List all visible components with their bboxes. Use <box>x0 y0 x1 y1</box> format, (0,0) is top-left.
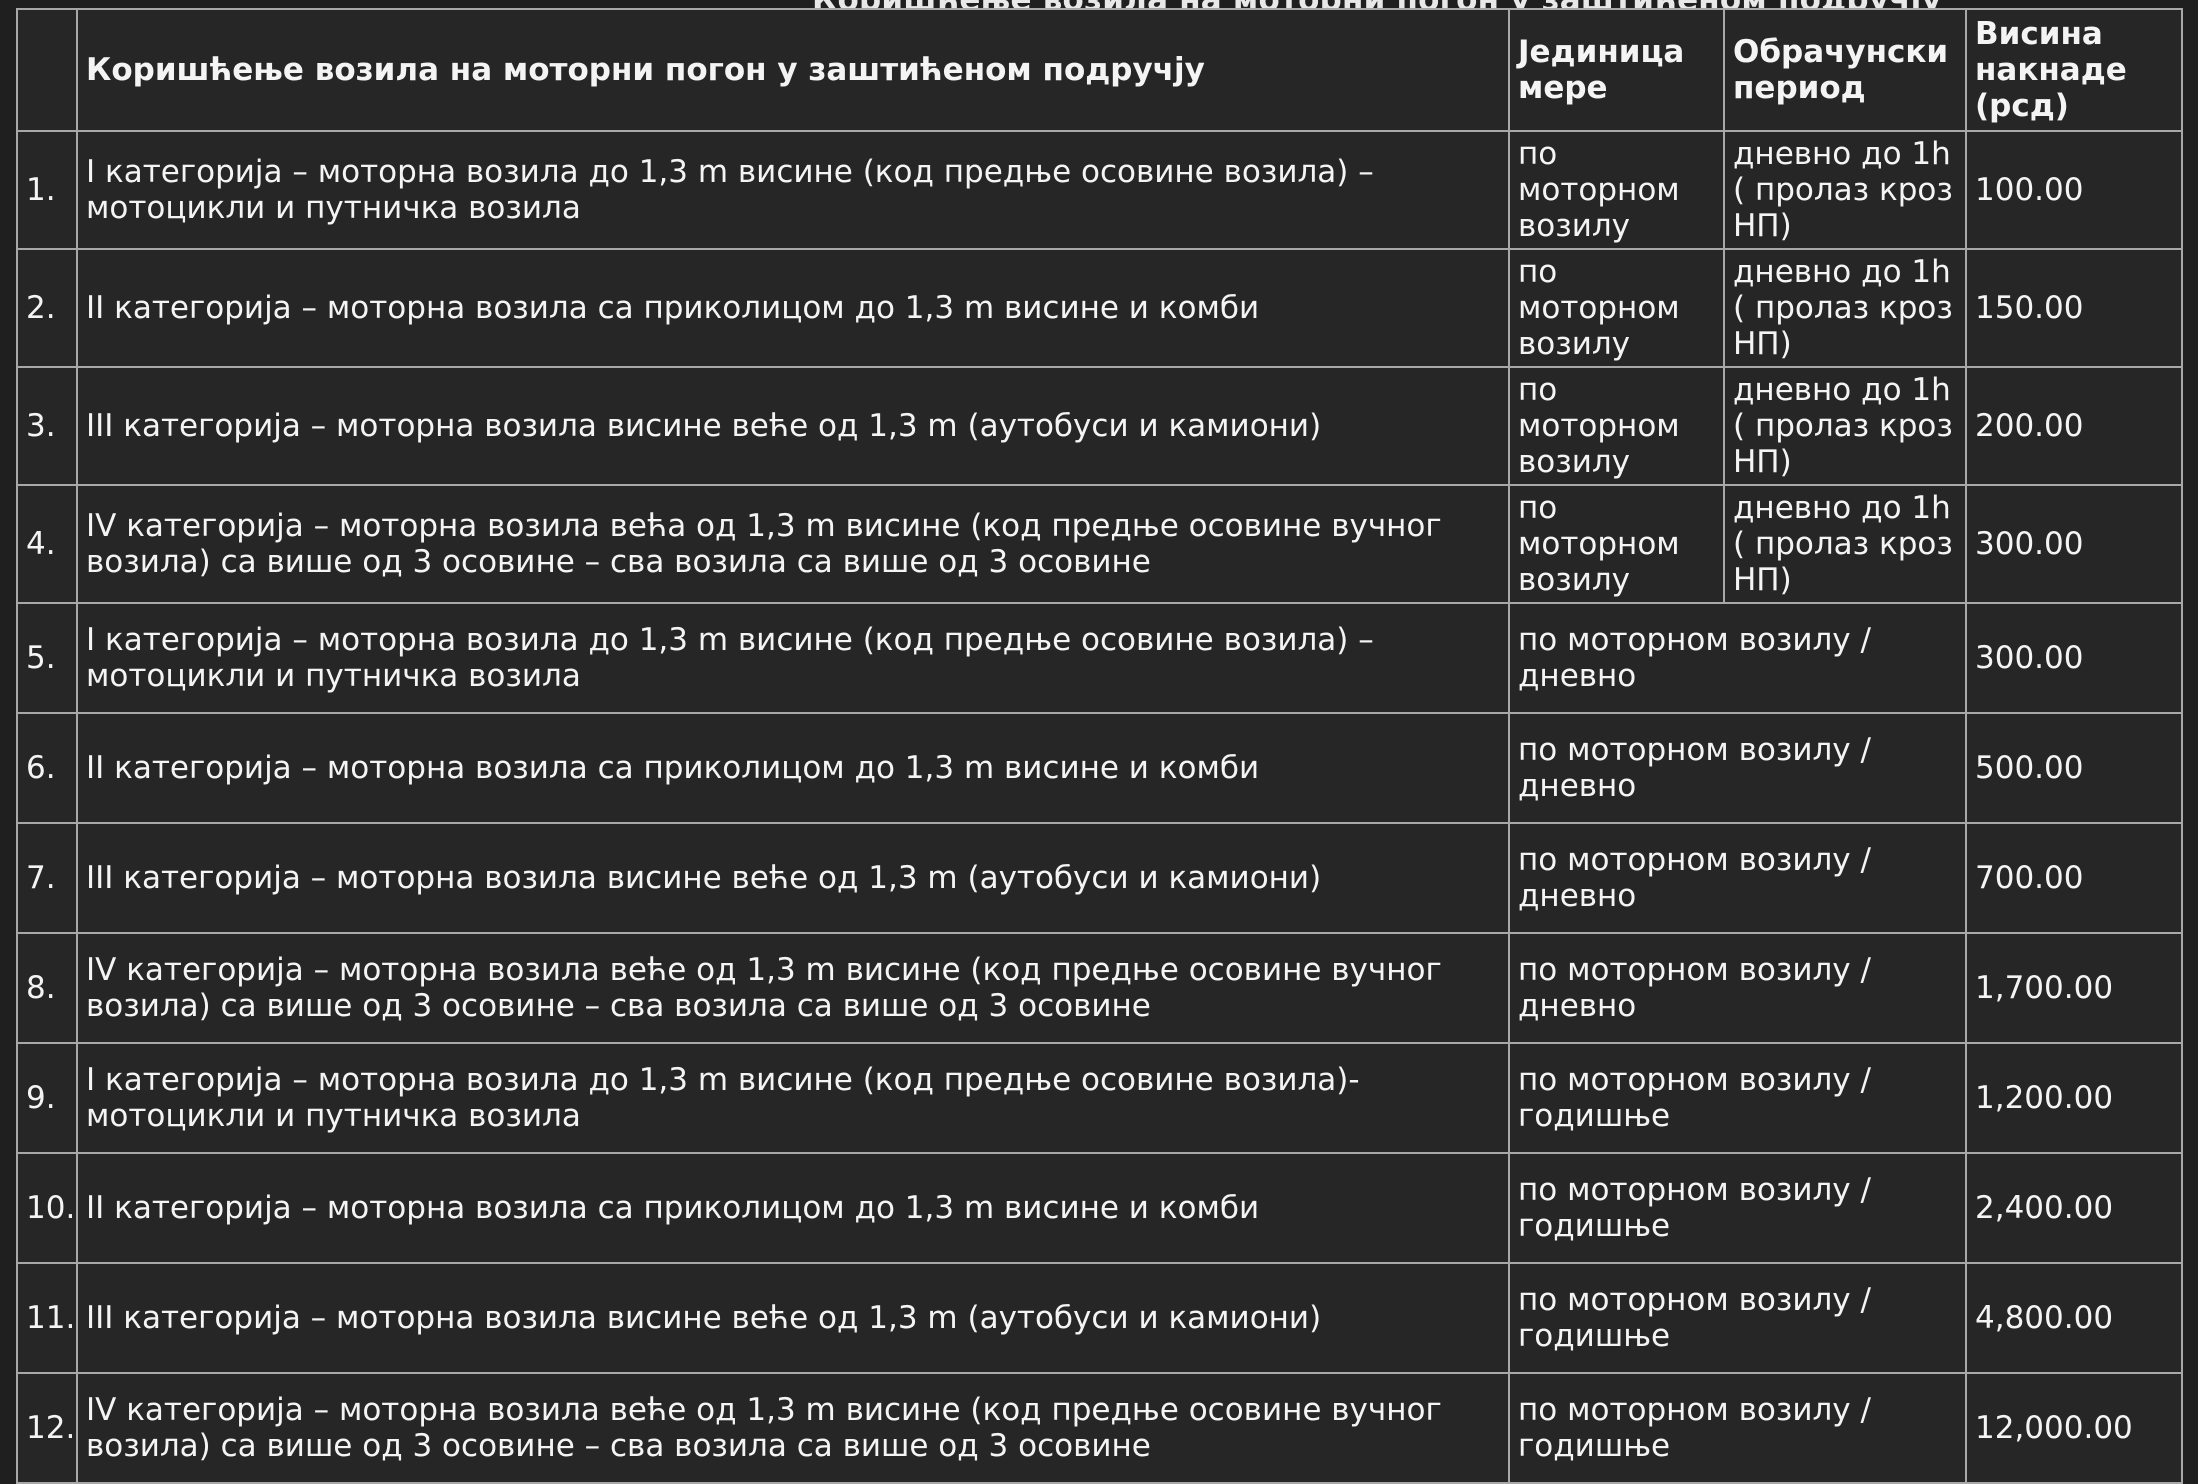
row-unit-period: по моторном возилу /дневно <box>1509 823 1966 933</box>
table-row <box>17 485 2182 603</box>
row-amount: 150.00 <box>1966 249 2182 367</box>
row-number: 1. <box>17 131 77 249</box>
row-number: 5. <box>17 603 77 713</box>
table-row <box>17 1043 2182 1153</box>
row-unit-period: по моторном возилу /годишње <box>1509 1043 1966 1153</box>
row-amount: 1,200.00 <box>1966 1043 2182 1153</box>
row-description: II категорија – моторна возила са приколицом до 1,3 m висине и комби <box>77 249 1509 367</box>
row-period: дневно до 1h ( пролаз кроз НП) <box>1724 249 1966 367</box>
table-row <box>17 1263 2182 1373</box>
top-strip <box>0 0 2198 8</box>
row-unit-period: по моторном возилу /дневно <box>1509 713 1966 823</box>
row-amount: 700.00 <box>1966 823 2182 933</box>
row-unit-period: по моторном возилу /годишње <box>1509 1373 1966 1483</box>
row-description: IV категорија – моторна возила већа од 1,3 m висине (код предње осовине вучног возила) са више од 3 осовине – сва возила са више од 3 осовине <box>77 485 1509 603</box>
row-amount: 100.00 <box>1966 131 2182 249</box>
row-unit: по моторном возилу <box>1509 131 1724 249</box>
row-amount: 12,000.00 <box>1966 1373 2182 1483</box>
row-description: II категорија – моторна возила са приколицом до 1,3 m висине и комби <box>77 713 1509 823</box>
row-unit-period: по моторном возилу /годишње <box>1509 1263 1966 1373</box>
row-description: II категорија – моторна возила са приколицом до 1,3 m висине и комби <box>77 1153 1509 1263</box>
row-description: III категорија – моторна возила висине веће од 1,3 m (аутобуси и камиони) <box>77 823 1509 933</box>
row-number: 12. <box>17 1373 77 1483</box>
fees-table <box>16 8 2183 1484</box>
row-unit-period: по моторном возилу /дневно <box>1509 933 1966 1043</box>
row-description: I категорија – моторна возила до 1,3 m висине (код предње осовине возила) – мотоцикли и путничка возила <box>77 603 1509 713</box>
table-row <box>17 1153 2182 1263</box>
row-amount: 500.00 <box>1966 713 2182 823</box>
row-period: дневно до 1h ( пролаз кроз НП) <box>1724 367 1966 485</box>
row-amount: 200.00 <box>1966 367 2182 485</box>
table-row <box>17 1373 2182 1483</box>
table-row <box>17 367 2182 485</box>
row-period: дневно до 1h ( пролаз кроз НП) <box>1724 485 1966 603</box>
row-number: 10. <box>17 1153 77 1263</box>
row-amount: 1,700.00 <box>1966 933 2182 1043</box>
row-number: 3. <box>17 367 77 485</box>
row-number: 6. <box>17 713 77 823</box>
row-amount: 2,400.00 <box>1966 1153 2182 1263</box>
table-row <box>17 603 2182 713</box>
row-description: IV категорија – моторна возила веће од 1,3 m висине (код предње осовине вучног возила) са више од 3 осовине – сва возила са више од 3 осовине <box>77 1373 1509 1483</box>
row-amount: 300.00 <box>1966 603 2182 713</box>
row-unit: по моторном возилу <box>1509 485 1724 603</box>
table-header-row <box>17 9 2182 131</box>
row-amount: 4,800.00 <box>1966 1263 2182 1373</box>
row-description: III категорија – моторна возила висине веће од 1,3 m (аутобуси и камиони) <box>77 1263 1509 1373</box>
table-row <box>17 823 2182 933</box>
header-amount: Висина накнаде (рсд) <box>1966 9 2182 131</box>
header-period: Обрачунски период <box>1724 9 1966 131</box>
header-number <box>17 9 77 131</box>
row-number: 2. <box>17 249 77 367</box>
table-row <box>17 131 2182 249</box>
row-description: I категорија – моторна возила до 1,3 m висине (код предње осовине возила) – мотоцикли и путничка возила <box>77 131 1509 249</box>
row-amount: 300.00 <box>1966 485 2182 603</box>
row-number: 8. <box>17 933 77 1043</box>
table-row <box>17 249 2182 367</box>
table-row <box>17 933 2182 1043</box>
row-period: дневно до 1h ( пролаз кроз НП) <box>1724 131 1966 249</box>
row-number: 7. <box>17 823 77 933</box>
row-unit-period: по моторном возилу /дневно <box>1509 603 1966 713</box>
header-unit: Јединица мере <box>1509 9 1724 131</box>
row-description: IV категорија – моторна возила веће од 1,3 m висине (код предње осовине вучног возила) са више од 3 осовине – сва возила са више од 3 осовине <box>77 933 1509 1043</box>
row-unit-period: по моторном возилу /годишње <box>1509 1153 1966 1263</box>
row-number: 11. <box>17 1263 77 1373</box>
row-description: III категорија – моторна возила висине веће од 1,3 m (аутобуси и камиони) <box>77 367 1509 485</box>
row-unit: по моторном возилу <box>1509 249 1724 367</box>
row-number: 9. <box>17 1043 77 1153</box>
row-description: I категорија – моторна возила до 1,3 m висине (код предње осовине возила)- мотоцикли и путничка возила <box>77 1043 1509 1153</box>
table-row <box>17 713 2182 823</box>
row-unit: по моторном возилу <box>1509 367 1724 485</box>
row-number: 4. <box>17 485 77 603</box>
header-description: Коришћење возила на моторни погон у заштићеном подручју <box>77 9 1509 131</box>
